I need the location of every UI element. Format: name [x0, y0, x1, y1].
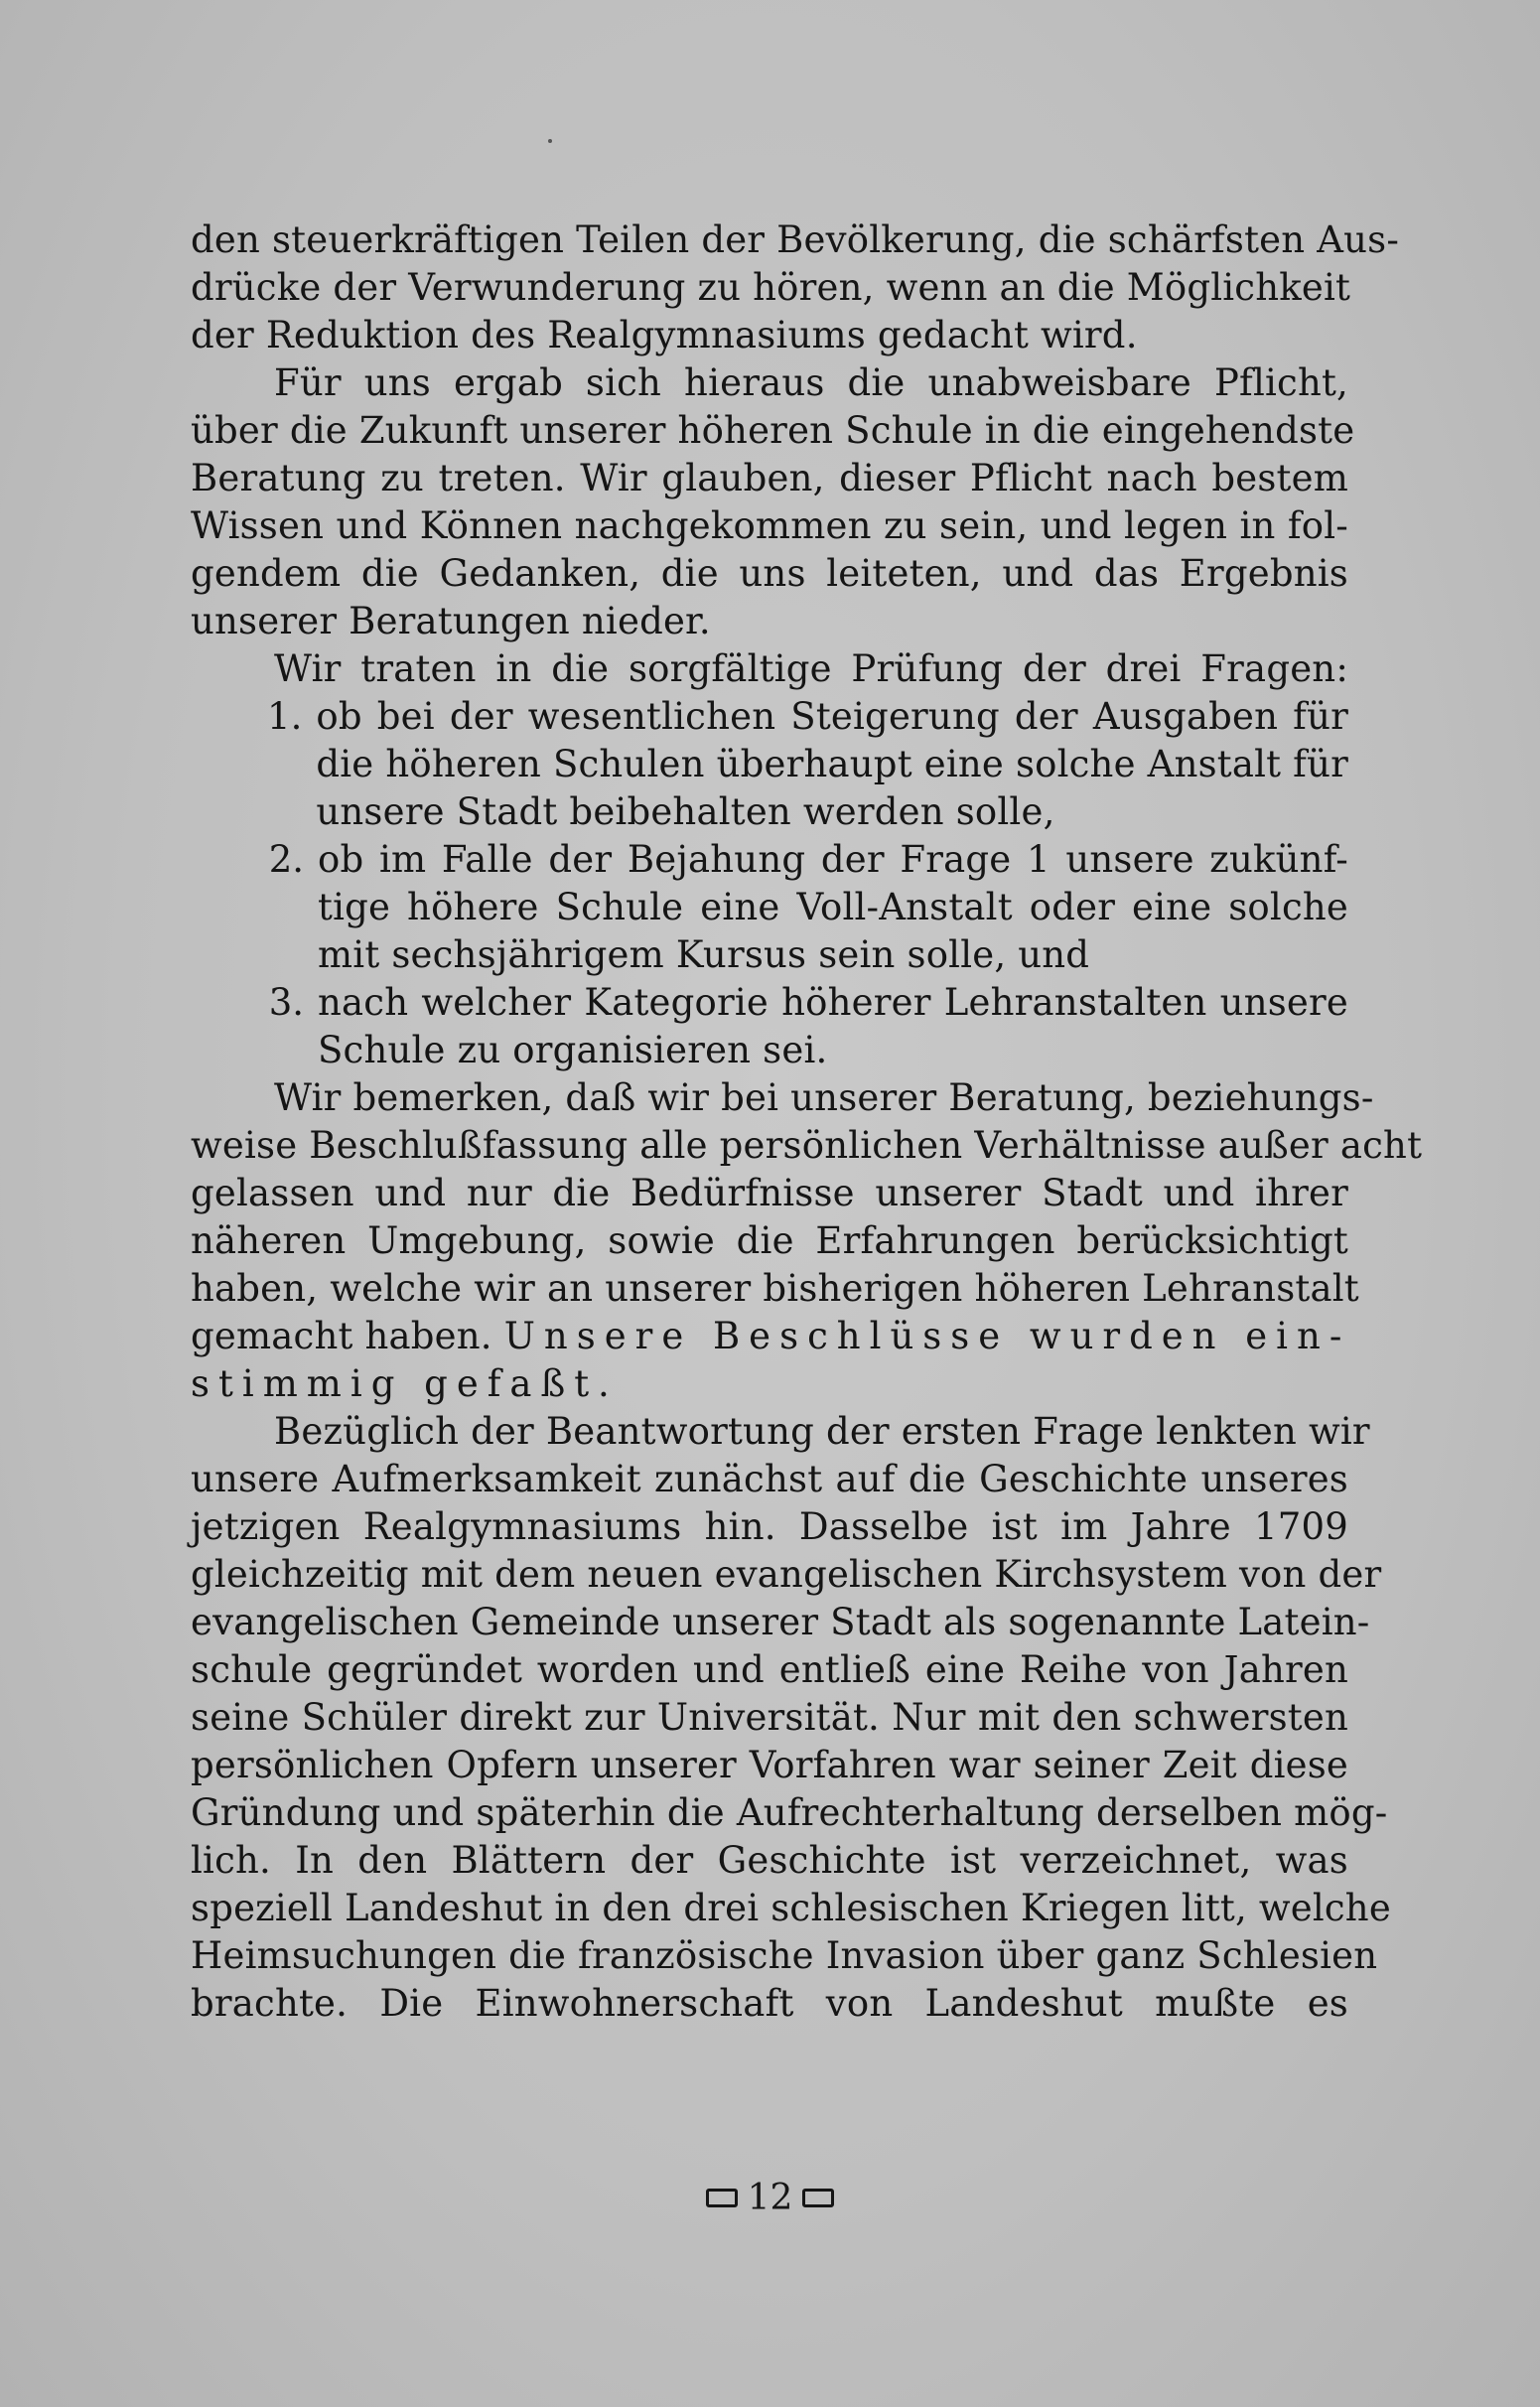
text-line: Wir bemerken, daß wir bei unserer Beratung, beziehungs-: [274, 1076, 1374, 1119]
text-line: lich. In den Blättern der Geschichte ist verzeichnet, was: [191, 1839, 1348, 1882]
text-line: den steuerkräftigen Teilen der Bevölkerung, die schärfsten Aus-: [191, 218, 1400, 261]
paper-speck: [548, 139, 552, 143]
paragraph-resolution: [191, 1074, 1423, 1408]
question-item: [191, 693, 1348, 836]
text-line: evangelischen Gemeinde unserer Stadt als sogenannte Latein-: [191, 1601, 1370, 1643]
text-line: unserer Beratungen nieder.: [191, 600, 711, 642]
text-line: näheren Umgebung, sowie die Erfahrungen berücksichtigt: [191, 1219, 1348, 1262]
page-number-footer: [0, 2175, 1540, 2222]
text-line: schule gegründet worden und entließ eine Reihe von Jahren: [191, 1648, 1348, 1691]
text-line: tige höhere Schule eine Voll-Anstalt oder eine solche: [318, 886, 1348, 928]
paragraph-history: [191, 1408, 1391, 2028]
emphasized-text: Unsere Beschlüsse wurden ein-: [503, 1315, 1351, 1357]
text-line: seine Schüler direkt zur Universität. Nur mit den schwersten: [191, 1696, 1348, 1739]
ornament-box-icon: [802, 2189, 834, 2207]
text-line: Beratung zu treten. Wir glauben, dieser Pflicht nach bestem: [191, 457, 1348, 499]
page-number: 12: [747, 2178, 793, 2218]
text-line: ob bei der wesentlichen Steigerung der Ausgaben für: [316, 695, 1348, 738]
paragraph-duty: [191, 359, 1355, 645]
text-line: Schule zu organisieren sei.: [318, 1029, 828, 1071]
question-number: 1.: [267, 695, 303, 738]
text-line: persönlichen Opfern unserer Vorfahren war seiner Zeit diese: [191, 1744, 1348, 1786]
text-line: der Reduktion des Realgymnasiums gedacht wird.: [191, 314, 1138, 356]
emphasized-text: stimmig gefaßt.: [191, 1362, 619, 1405]
text-line: ob im Falle der Bejahung der Frage 1 unsere zukünf-: [318, 838, 1348, 881]
text-line: Gründung und späterhin die Aufrechterhaltung derselben mög-: [191, 1791, 1388, 1834]
text-line: über die Zukunft unserer höheren Schule in die eingehendste: [191, 409, 1355, 452]
text-line: [191, 1360, 1348, 1408]
text-line: Heimsuchungen die französische Invasion über ganz Schlesien: [191, 1934, 1378, 1977]
paragraph-questions-intro: [191, 645, 1348, 693]
ornament-box-icon: [706, 2189, 738, 2207]
text-line: gelassen und nur die Bedürfnisse unserer Stadt und ihrer: [191, 1172, 1348, 1214]
text-line: speziell Landeshut in den drei schlesischen Kriegen litt, welche: [191, 1887, 1391, 1929]
question-list: [191, 693, 1348, 1074]
question-number: 3.: [268, 981, 304, 1024]
paragraph-continuation: [191, 216, 1400, 359]
text-line: Bezüglich der Beantwortung der ersten Frage lenkten wir: [274, 1410, 1370, 1453]
text-line: brachte. Die Einwohnerschaft von Landeshut mußte es: [191, 1982, 1348, 2025]
text-line: unsere Stadt beibehalten werden solle,: [316, 790, 1055, 833]
question-item: [191, 979, 1348, 1074]
text-line: haben, welche wir an unserer bisherigen höheren Lehranstalt: [191, 1267, 1359, 1310]
text-line: Wir traten in die sorgfältige Prüfung der drei Fragen:: [274, 647, 1348, 690]
text-line: nach welcher Kategorie höherer Lehranstalten unsere: [318, 981, 1348, 1024]
text-line: gendem die Gedanken, die uns leiteten, und das Ergebnis: [191, 552, 1348, 595]
question-item: [191, 836, 1348, 979]
text-line: drücke der Verwunderung zu hören, wenn an die Möglichkeit: [191, 266, 1351, 309]
text-line: weise Beschlußfassung alle persönlichen Verhältnisse außer acht: [191, 1124, 1423, 1167]
text-line: unsere Aufmerksamkeit zunächst auf die Geschichte unseres: [191, 1458, 1348, 1500]
question-number: 2.: [268, 838, 304, 881]
text-line: Für uns ergab sich hieraus die unabweisbare Pflicht,: [274, 361, 1348, 404]
text-run: gemacht haben.: [191, 1315, 492, 1357]
text-line: Wissen und Können nachgekommen zu sein, und legen in fol-: [191, 504, 1348, 547]
text-line: gleichzeitig mit dem neuen evangelischen Kirchsystem von der: [191, 1553, 1382, 1596]
body-text: [191, 216, 1423, 2028]
text-line: [191, 1313, 1351, 1360]
text-line: die höheren Schulen überhaupt eine solche Anstalt für: [316, 743, 1348, 785]
text-line: jetzigen Realgymnasiums hin. Dasselbe ist im Jahre 1709: [191, 1505, 1348, 1548]
text-line: mit sechsjährigem Kursus sein solle, und: [318, 933, 1090, 976]
